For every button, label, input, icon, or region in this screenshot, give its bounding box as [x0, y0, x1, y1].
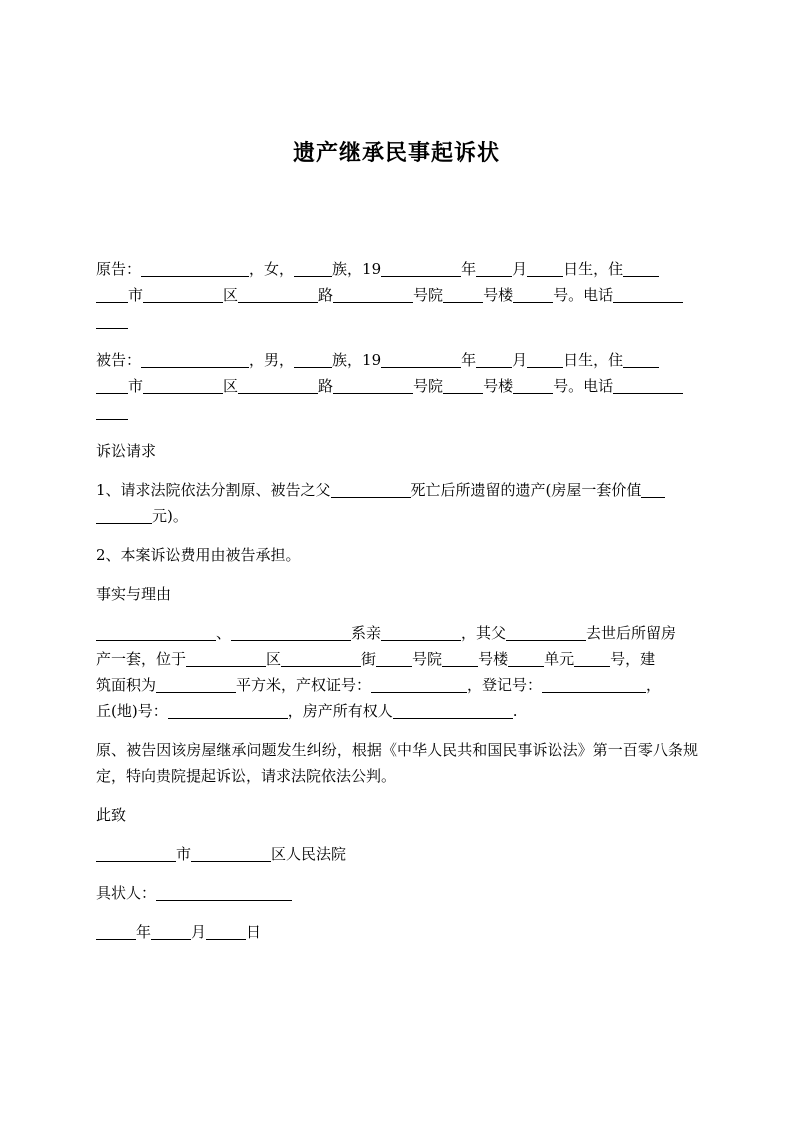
plaintiff-paragraph — [96, 256, 698, 334]
defendant-year: 年 — [461, 351, 477, 369]
area-blank[interactable] — [156, 676, 236, 693]
relation-blank[interactable] — [381, 624, 461, 641]
plot-no-blank[interactable] — [168, 702, 288, 719]
plaintiff-year-prefix: 19 — [362, 260, 382, 278]
court-city-blank[interactable] — [96, 845, 176, 862]
defendant-yard-blank[interactable] — [333, 377, 413, 394]
date-month: 月 — [191, 923, 207, 941]
defendant-month: 月 — [512, 351, 528, 369]
defendant-name-blank[interactable] — [141, 351, 249, 368]
defendant-year-blank[interactable] — [381, 351, 461, 368]
plaintiff-day: 日生，住 — [563, 260, 624, 278]
date-year-blank[interactable] — [96, 923, 136, 940]
defendant-phone-label: 号。电话 — [553, 377, 614, 395]
defendant-paragraph — [96, 347, 698, 425]
date-month-blank[interactable] — [151, 923, 191, 940]
plaintiff-year-blank[interactable] — [381, 260, 461, 277]
claim-item-2: 2、本案诉讼费用由被告承担。 — [96, 546, 301, 564]
defendant-building: 号楼 — [483, 377, 514, 395]
plaintiff-year: 年 — [461, 260, 477, 278]
street-district-blank[interactable] — [281, 650, 361, 667]
plaintiff-day-blank[interactable] — [527, 260, 563, 277]
defendant-building-blank[interactable] — [443, 377, 483, 394]
salutation: 此致 — [96, 806, 127, 824]
plaintiff-city: 市 — [128, 286, 144, 304]
plaintiff-phone-blank-cont[interactable] — [96, 312, 128, 329]
plaintiff-road: 路 — [318, 286, 334, 304]
facts-paragraph — [96, 620, 698, 724]
location-blank[interactable] — [186, 650, 266, 667]
facts-t15: ， — [646, 676, 662, 694]
plaintiff-addr-blank[interactable] — [623, 260, 659, 277]
house-value-blank[interactable] — [641, 481, 665, 498]
plaintiff-gender: ，女， — [249, 260, 295, 278]
document-title: 遗产继承民事起诉状 — [292, 141, 500, 166]
claim-1-text-a: 1、请求法院依法分割原、被告之父 — [96, 481, 331, 499]
plaintiff-city-blank[interactable] — [96, 286, 128, 303]
facts-t4: 去世后所留房 — [586, 624, 677, 642]
defendant-addr-blank[interactable] — [623, 351, 659, 368]
father-blank[interactable] — [506, 624, 586, 641]
plaintiff-yard-blank[interactable] — [333, 286, 413, 303]
court-district-blank[interactable] — [191, 845, 271, 862]
signer-line — [96, 880, 698, 906]
facts-t7: 街 — [361, 650, 377, 668]
father-name-blank[interactable] — [331, 481, 411, 498]
defendant-phone-blank-cont[interactable] — [96, 403, 128, 420]
plaintiff-month-blank[interactable] — [476, 260, 512, 277]
defendant-day-blank[interactable] — [527, 351, 563, 368]
claims-heading: 诉讼请求 — [96, 442, 157, 460]
unit-blank[interactable] — [574, 650, 610, 667]
facts-t16: 丘(地)号： — [96, 702, 168, 720]
defendant-gender: ，男， — [249, 351, 295, 369]
facts-t8: 号院 — [412, 650, 443, 668]
claim-item-1 — [96, 477, 698, 529]
facts-t12: 筑面积为 — [96, 676, 157, 694]
plaintiff-district-blank[interactable] — [143, 286, 223, 303]
party-b-blank[interactable] — [231, 624, 351, 641]
court-line — [96, 841, 698, 867]
claim-1-text-b: 死亡后所遗留的遗产(房屋一套价值 — [410, 481, 642, 499]
facts-conclusion: 原、被告因该房屋继承问题发生纠纷，根据《中华人民共和国民事诉讼法》第一百零八条规定，特向贵院提起诉讼，请求法院依法公判。 — [96, 741, 698, 785]
defendant-ethnic: 族， — [332, 351, 363, 369]
yard-blank[interactable] — [442, 650, 478, 667]
defendant-month-blank[interactable] — [476, 351, 512, 368]
building-blank[interactable] — [508, 650, 544, 667]
plaintiff-yard: 号院 — [413, 286, 444, 304]
defendant-city: 市 — [128, 377, 144, 395]
facts-t14: ，登记号： — [467, 676, 543, 694]
document-body — [96, 256, 698, 958]
house-value-blank-cont[interactable] — [96, 507, 152, 524]
plaintiff-label: 原告： — [96, 260, 142, 278]
facts-t3: ，其父 — [461, 624, 507, 642]
plaintiff-phone-blank[interactable] — [613, 286, 683, 303]
defendant-road-blank[interactable] — [238, 377, 318, 394]
date-line — [96, 919, 698, 945]
registration-no-blank[interactable] — [542, 676, 646, 693]
plaintiff-number-blank[interactable] — [513, 286, 553, 303]
facts-t10: 单元 — [544, 650, 575, 668]
facts-t18: . — [512, 702, 518, 720]
plaintiff-month: 月 — [512, 260, 528, 278]
facts-t6: 区 — [266, 650, 282, 668]
owner-blank[interactable] — [393, 702, 513, 719]
plaintiff-building: 号楼 — [483, 286, 514, 304]
facts-heading: 事实与理由 — [96, 585, 172, 603]
plaintiff-district: 区 — [223, 286, 239, 304]
defendant-number-blank[interactable] — [513, 377, 553, 394]
facts-t11: 号，建 — [610, 650, 656, 668]
facts-t13: 平方米，产权证号： — [236, 676, 372, 694]
defendant-phone-blank[interactable] — [613, 377, 683, 394]
court-city: 市 — [176, 845, 192, 863]
defendant-district: 区 — [223, 377, 239, 395]
party-a-blank[interactable] — [96, 624, 216, 641]
defendant-road: 路 — [318, 377, 334, 395]
defendant-yard: 号院 — [413, 377, 444, 395]
defendant-ethnic-blank[interactable] — [294, 351, 332, 368]
defendant-day: 日生，住 — [563, 351, 624, 369]
street-blank[interactable] — [376, 650, 412, 667]
plaintiff-building-blank[interactable] — [443, 286, 483, 303]
date-day: 日 — [246, 923, 262, 941]
plaintiff-phone-label: 号。电话 — [553, 286, 614, 304]
defendant-city-blank[interactable] — [96, 377, 128, 394]
facts-t2: 系亲 — [351, 624, 382, 642]
facts-t17: ，房产所有权人 — [287, 702, 393, 720]
facts-t9: 号楼 — [478, 650, 509, 668]
plaintiff-road-blank[interactable] — [238, 286, 318, 303]
plaintiff-ethnic: 族， — [332, 260, 363, 278]
plaintiff-name-blank[interactable] — [141, 260, 249, 277]
court-name: 区人民法院 — [271, 845, 347, 863]
property-cert-blank[interactable] — [371, 676, 467, 693]
defendant-label: 被告： — [96, 351, 142, 369]
facts-t1: 、 — [216, 624, 232, 642]
defendant-year-prefix: 19 — [362, 351, 382, 369]
signer-label: 具状人： — [96, 884, 157, 902]
facts-t5: 产一套，位于 — [96, 650, 187, 668]
date-year: 年 — [136, 923, 152, 941]
plaintiff-ethnic-blank[interactable] — [294, 260, 332, 277]
claim-1-text-c: 元)。 — [152, 507, 188, 525]
signer-blank[interactable] — [156, 884, 292, 901]
date-day-blank[interactable] — [206, 923, 246, 940]
defendant-district-blank[interactable] — [143, 377, 223, 394]
